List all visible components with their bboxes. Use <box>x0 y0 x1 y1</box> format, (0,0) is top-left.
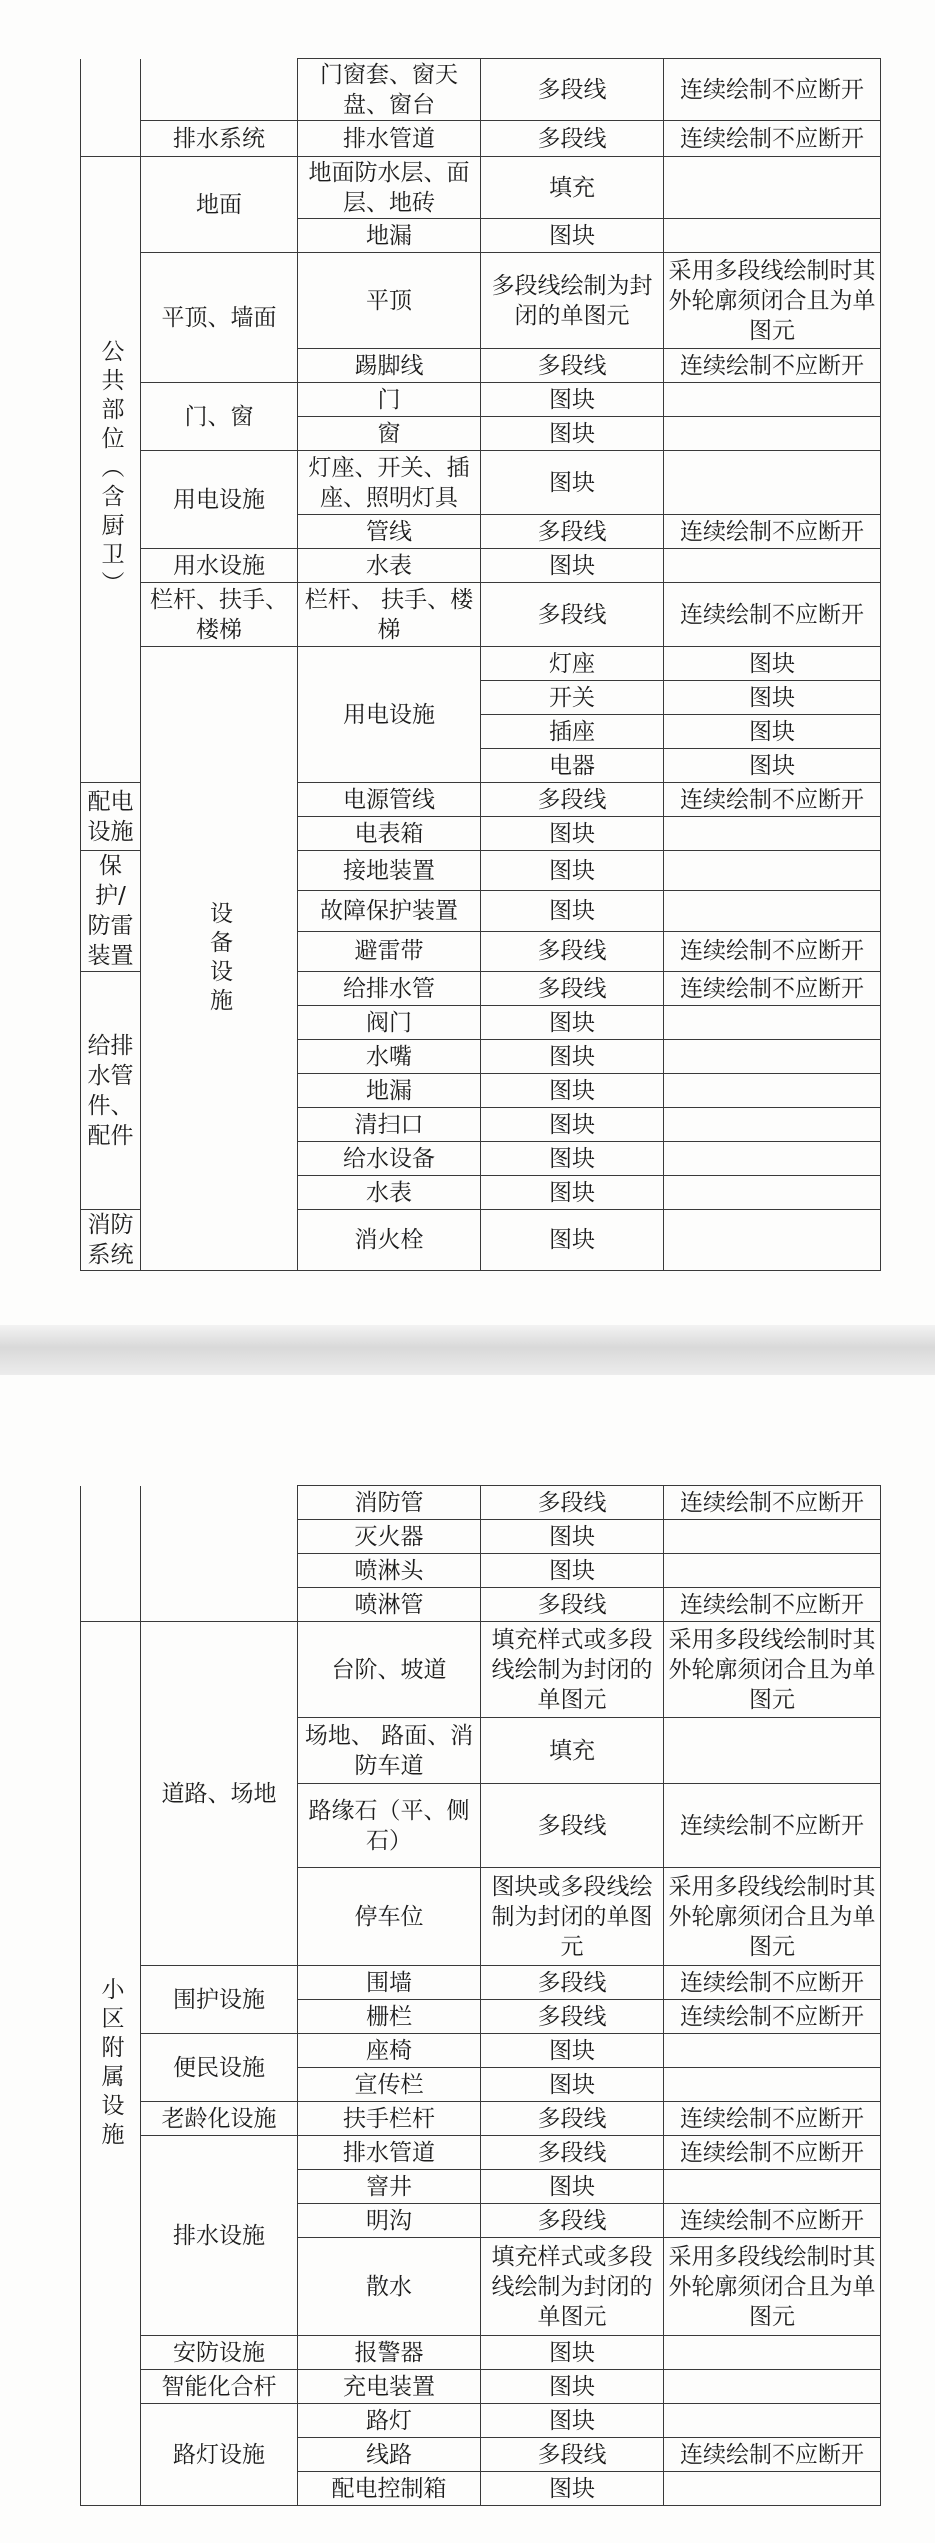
table-cell <box>664 2034 881 2068</box>
category-cell: 小区附属设施 <box>81 1622 141 2506</box>
table-cell <box>664 1006 881 1040</box>
table-cell: 明沟 <box>298 2204 481 2238</box>
table-cell: 路缘石（平、侧石） <box>298 1784 481 1868</box>
table-cell <box>141 59 298 121</box>
table-cell <box>664 1554 881 1588</box>
table-cell: 多段线 <box>481 972 664 1006</box>
table-cell: 道路、场地 <box>141 1622 298 1966</box>
table-cell: 连续绘制不应断开 <box>664 583 881 647</box>
table-cell: 故障保护装置 <box>298 891 481 931</box>
table-cell: 电表箱 <box>298 817 481 851</box>
table-cell: 图块 <box>481 2370 664 2404</box>
category-cell: 设备设施 <box>141 647 298 1271</box>
table-cell: 多段线 <box>481 2204 664 2238</box>
table-cell: 连续绘制不应断开 <box>664 1486 881 1520</box>
table-cell: 连续绘制不应断开 <box>664 1966 881 2000</box>
table-cell: 座椅 <box>298 2034 481 2068</box>
table-cell: 开关 <box>481 681 664 715</box>
table-cell: 地面防水层、面层、地砖 <box>298 157 481 219</box>
table-cell: 用电设施 <box>141 451 298 549</box>
table-cell: 连续绘制不应断开 <box>664 2136 881 2170</box>
table-cell: 窨井 <box>298 2170 481 2204</box>
table-cell: 老龄化设施 <box>141 2102 298 2136</box>
table-cell <box>81 1486 141 1622</box>
table-cell <box>664 1520 881 1554</box>
table-cell: 图块 <box>481 1176 664 1210</box>
table-row <box>81 2370 881 2404</box>
table-cell: 踢脚线 <box>298 349 481 383</box>
table-cell: 图块 <box>481 2068 664 2102</box>
table-cell: 报警器 <box>298 2336 481 2370</box>
table-row <box>81 383 881 417</box>
table-cell <box>141 1486 298 1622</box>
table-cell: 图块 <box>481 2472 664 2506</box>
table-cell: 图块 <box>664 749 881 783</box>
table-cell: 给排水管 <box>298 972 481 1006</box>
table-cell: 填充 <box>481 157 664 219</box>
table-cell: 避雷带 <box>298 931 481 971</box>
table-cell: 图块 <box>481 1520 664 1554</box>
table-cell: 多段线 <box>481 931 664 971</box>
table-row <box>81 451 881 515</box>
table-row <box>81 647 881 681</box>
table-cell: 连续绘制不应断开 <box>664 515 881 549</box>
table-cell: 电源管线 <box>298 783 481 817</box>
table-cell: 场地、 路面、消防车道 <box>298 1718 481 1784</box>
table-cell: 排水设施 <box>141 2136 298 2336</box>
table-cell: 图块 <box>481 451 664 515</box>
table-cell: 图块 <box>481 851 664 891</box>
table-cell: 扶手栏杆 <box>298 2102 481 2136</box>
table-cell: 多段线 <box>481 1588 664 1622</box>
table-cell <box>81 59 141 157</box>
table-row <box>81 121 881 157</box>
table-cell <box>664 2370 881 2404</box>
table-cell: 喷淋管 <box>298 1588 481 1622</box>
category-cell: 公共部位（含厨卫） <box>81 157 141 783</box>
table-cell: 安防设施 <box>141 2336 298 2370</box>
table-cell: 散水 <box>298 2238 481 2336</box>
table-cell: 图块 <box>481 1108 664 1142</box>
table-cell: 多段线 <box>481 515 664 549</box>
table-cell: 充电装置 <box>298 2370 481 2404</box>
table-cell: 填充样式或多段线绘制为封闭的单图元 <box>481 1622 664 1718</box>
table-row <box>81 549 881 583</box>
table-cell: 多段线 <box>481 59 664 121</box>
table-cell: 给排水管件、配件 <box>81 972 141 1210</box>
table-cell: 采用多段线绘制时其外轮廓须闭合且为单图元 <box>664 253 881 349</box>
table-cell: 保护/防雷装置 <box>81 851 141 972</box>
table-cell: 多段线 <box>481 783 664 817</box>
table-row <box>81 2404 881 2438</box>
table-cell: 电器 <box>481 749 664 783</box>
table-cell: 消火栓 <box>298 1210 481 1271</box>
table-cell: 给水设备 <box>298 1142 481 1176</box>
table-cell: 消防管 <box>298 1486 481 1520</box>
table-cell <box>664 851 881 891</box>
table-cell <box>664 157 881 219</box>
table-cell: 阀门 <box>298 1006 481 1040</box>
table-cell <box>664 1040 881 1074</box>
page-separator <box>0 1325 935 1375</box>
table-cell: 图块 <box>664 647 881 681</box>
table-cell: 台阶、坡道 <box>298 1622 481 1718</box>
table-cell <box>664 549 881 583</box>
table-cell: 多段线 <box>481 349 664 383</box>
table-cell: 连续绘制不应断开 <box>664 2102 881 2136</box>
table-cell: 多段线 <box>481 1784 664 1868</box>
table-cell: 排水管道 <box>298 2136 481 2170</box>
table-cell <box>664 2404 881 2438</box>
table-cell: 门 <box>298 383 481 417</box>
table-cell: 多段线 <box>481 2136 664 2170</box>
table-cell <box>664 817 881 851</box>
table-cell: 图块或多段线绘制为封闭的单图元 <box>481 1868 664 1966</box>
table-cell <box>664 417 881 451</box>
table-row <box>81 2136 881 2170</box>
table-cell: 图块 <box>481 2034 664 2068</box>
table-cell: 连续绘制不应断开 <box>664 2204 881 2238</box>
table-cell: 多段线 <box>481 583 664 647</box>
table-cell: 多段线 <box>481 1486 664 1520</box>
table-cell <box>664 1210 881 1271</box>
table-cell: 图块 <box>481 1040 664 1074</box>
table-cell <box>664 2170 881 2204</box>
spec-table-continued <box>80 58 881 1271</box>
table-cell: 图块 <box>481 417 664 451</box>
table-cell: 多段线 <box>481 1966 664 2000</box>
table-cell: 接地装置 <box>298 851 481 891</box>
table-row <box>81 59 881 121</box>
table-cell: 图块 <box>481 2336 664 2370</box>
table-cell: 围护设施 <box>141 1966 298 2034</box>
table-row <box>81 2102 881 2136</box>
table-cell: 地面 <box>141 157 298 253</box>
table-cell: 管线 <box>298 515 481 549</box>
table-cell: 配电设施 <box>81 783 141 851</box>
table-cell: 图块 <box>481 1006 664 1040</box>
table-cell: 灭火器 <box>298 1520 481 1554</box>
table-cell: 图块 <box>481 891 664 931</box>
table-cell: 配电控制箱 <box>298 2472 481 2506</box>
table-cell <box>664 383 881 417</box>
table-cell: 线路 <box>298 2438 481 2472</box>
table-cell: 地漏 <box>298 219 481 253</box>
table-cell: 窗 <box>298 417 481 451</box>
table-cell <box>664 451 881 515</box>
table-cell: 多段线 <box>481 2102 664 2136</box>
table-cell: 水表 <box>298 1176 481 1210</box>
table-cell <box>664 1142 881 1176</box>
table-cell: 平顶 <box>298 253 481 349</box>
table-row <box>81 2336 881 2370</box>
table-cell <box>664 1176 881 1210</box>
table-cell <box>664 2336 881 2370</box>
table-cell: 连续绘制不应断开 <box>664 783 881 817</box>
table-cell: 图块 <box>664 681 881 715</box>
table-cell <box>664 2472 881 2506</box>
table-cell: 停车位 <box>298 1868 481 1966</box>
table-cell: 图块 <box>481 2404 664 2438</box>
table-cell: 用电设施 <box>298 647 481 783</box>
table-cell: 灯座、开关、插座、照明灯具 <box>298 451 481 515</box>
table-cell: 门窗套、窗天盘、窗台 <box>298 59 481 121</box>
table-cell: 多段线 <box>481 2000 664 2034</box>
table-cell: 用水设施 <box>141 549 298 583</box>
table-cell <box>664 2068 881 2102</box>
table-cell: 图块 <box>481 219 664 253</box>
table-cell: 连续绘制不应断开 <box>664 2438 881 2472</box>
table-cell: 路灯 <box>298 2404 481 2438</box>
table-cell: 排水管道 <box>298 121 481 157</box>
table-cell: 围墙 <box>298 1966 481 2000</box>
table-cell: 图块 <box>481 817 664 851</box>
table-cell: 图块 <box>481 2170 664 2204</box>
table-cell: 栏杆、 扶手、楼梯 <box>298 583 481 647</box>
table-row <box>81 253 881 349</box>
table-row <box>81 2034 881 2068</box>
table-cell: 消防系统 <box>81 1210 141 1271</box>
table-cell <box>664 1718 881 1784</box>
table-cell: 连续绘制不应断开 <box>664 1588 881 1622</box>
table-cell: 栅栏 <box>298 2000 481 2034</box>
table-cell: 连续绘制不应断开 <box>664 59 881 121</box>
table-row <box>81 1622 881 1718</box>
document-page-2 <box>0 1375 935 2543</box>
table-cell: 地漏 <box>298 1074 481 1108</box>
table-cell: 排水系统 <box>141 121 298 157</box>
table-cell: 填充 <box>481 1718 664 1784</box>
table-cell: 采用多段线绘制时其外轮廓须闭合且为单图元 <box>664 1868 881 1966</box>
spec-table-continued <box>80 1485 881 2506</box>
table-cell: 图块 <box>481 1074 664 1108</box>
table-cell: 图块 <box>481 1210 664 1271</box>
table-cell: 采用多段线绘制时其外轮廓须闭合且为单图元 <box>664 2238 881 2336</box>
table-row <box>81 1486 881 1520</box>
table-cell: 采用多段线绘制时其外轮廓须闭合且为单图元 <box>664 1622 881 1718</box>
table-cell <box>664 891 881 931</box>
table-cell: 连续绘制不应断开 <box>664 972 881 1006</box>
table-cell: 多段线绘制为封闭的单图元 <box>481 253 664 349</box>
table-cell: 便民设施 <box>141 2034 298 2102</box>
table-cell: 连续绘制不应断开 <box>664 121 881 157</box>
table-cell: 图块 <box>481 383 664 417</box>
table-cell <box>664 1108 881 1142</box>
table-cell: 平顶、墙面 <box>141 253 298 383</box>
table-cell: 喷淋头 <box>298 1554 481 1588</box>
table-cell: 多段线 <box>481 2438 664 2472</box>
table-cell: 连续绘制不应断开 <box>664 931 881 971</box>
table-cell: 栏杆、扶手、楼梯 <box>141 583 298 647</box>
table-cell: 图块 <box>481 1142 664 1176</box>
table-cell: 宣传栏 <box>298 2068 481 2102</box>
table-row <box>81 157 881 219</box>
table-cell: 清扫口 <box>298 1108 481 1142</box>
table-cell: 图块 <box>481 549 664 583</box>
table-cell: 多段线 <box>481 121 664 157</box>
table-cell <box>664 219 881 253</box>
table-cell: 连续绘制不应断开 <box>664 2000 881 2034</box>
table-cell: 灯座 <box>481 647 664 681</box>
table-cell: 插座 <box>481 715 664 749</box>
table-cell: 连续绘制不应断开 <box>664 349 881 383</box>
table-cell: 连续绘制不应断开 <box>664 1784 881 1868</box>
table-cell: 水嘴 <box>298 1040 481 1074</box>
table-cell: 图块 <box>481 1554 664 1588</box>
table-row <box>81 1966 881 2000</box>
table-cell <box>664 1074 881 1108</box>
table-cell: 智能化合杆 <box>141 2370 298 2404</box>
table-row <box>81 583 881 647</box>
table-cell: 路灯设施 <box>141 2404 298 2506</box>
table-cell: 图块 <box>664 715 881 749</box>
table-cell: 填充样式或多段线绘制为封闭的单图元 <box>481 2238 664 2336</box>
table-cell: 门、窗 <box>141 383 298 451</box>
table-cell: 水表 <box>298 549 481 583</box>
